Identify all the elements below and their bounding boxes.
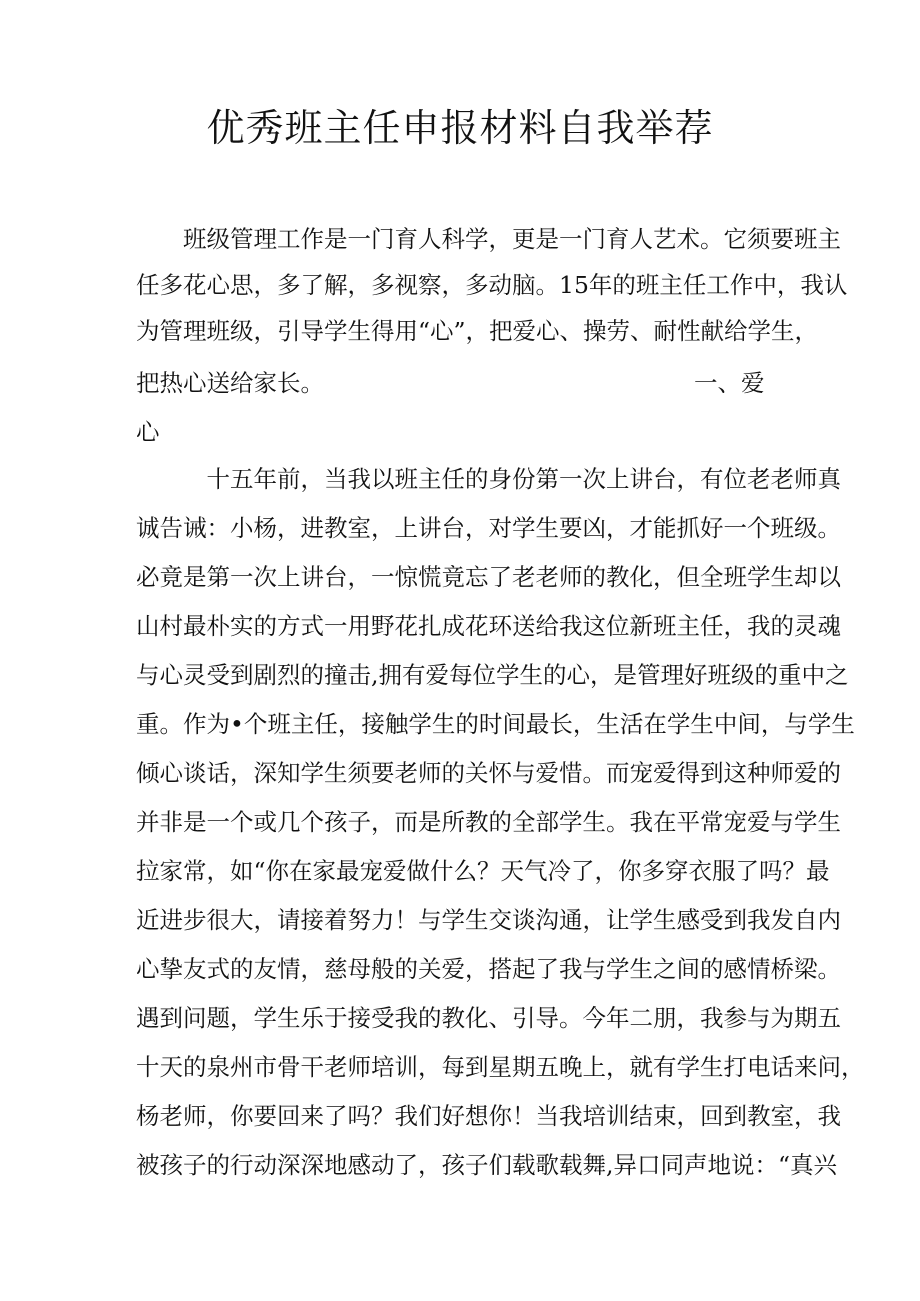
body-line: 山村最朴实的方式一用野花扎成花环送给我这位新班主任，我的灵魂	[136, 612, 841, 640]
body-line: 必竟是第一次上讲台，一惊慌竟忘了老老师的教化，但全班学生却以	[136, 563, 841, 591]
intro-line: 班级管理工作是一门育人科学，更是一门育人艺术。它须要班主	[136, 225, 841, 253]
body-line: 诚告诫：小杨，进教室，上讲台，对学生要凶，才能抓好一个班级。	[136, 514, 841, 542]
intro-line: 把热心送给家长。	[136, 369, 324, 397]
body-line: 遇到问题，学生乐于接受我的教化、引导。今年二朋，我参与为期五	[136, 1004, 841, 1032]
body-line: 杨老师，你要回来了吗？我们好想你！当我培训结束，回到教室，我	[136, 1102, 841, 1130]
section-heading-part1: 一、爱	[694, 369, 765, 397]
body-line: 被孩子的行动深深地感动了，孩子们载歌载舞,异口同声地说：“真兴	[136, 1151, 837, 1179]
body-line: 近进步很大，请接着努力！与学生交谈沟通，让学生感受到我发自内	[136, 906, 841, 934]
intro-line: 任多花心思，多了解，多视察，多动脑。15年的班主任工作中，我认	[136, 271, 848, 299]
body-line: 十天的泉州市骨干老师培训，每到星期五晚上，就有学生打电话来问，	[136, 1053, 865, 1081]
intro-line: 为管理班级，引导学生得用“心”，把爱心、操劳、耐性献给学生，	[136, 317, 819, 345]
body-line: 与心灵受到剧烈的撞击,拥有爱每位学生的心，是管理好班级的重中之	[136, 661, 849, 689]
document-title: 优秀班主任申报材料自我举荐	[206, 106, 714, 150]
body-line: 十五年前，当我以班主任的身份第一次上讲台，有位老老师真	[136, 465, 841, 493]
body-line: 并非是一个或几个孩子，而是所教的全部学生。我在平常宠爱与学生	[136, 808, 841, 836]
body-line: 倾心谈话，深知学生须要老师的关怀与爱惜。而宠爱得到这种师爱的	[136, 759, 841, 787]
section-heading-part2: 心	[136, 418, 160, 446]
body-line: 重。作为•个班主任，接触学生的时间最长，生活在学生中间，与学生	[136, 710, 855, 738]
body-line: 拉家常，如“你在家最宠爱做什么？天气冷了，你多穿衣服了吗？最	[136, 857, 830, 885]
body-line: 心挚友式的友情，慈母般的关爱，搭起了我与学生之间的感情桥梁。	[136, 955, 841, 983]
